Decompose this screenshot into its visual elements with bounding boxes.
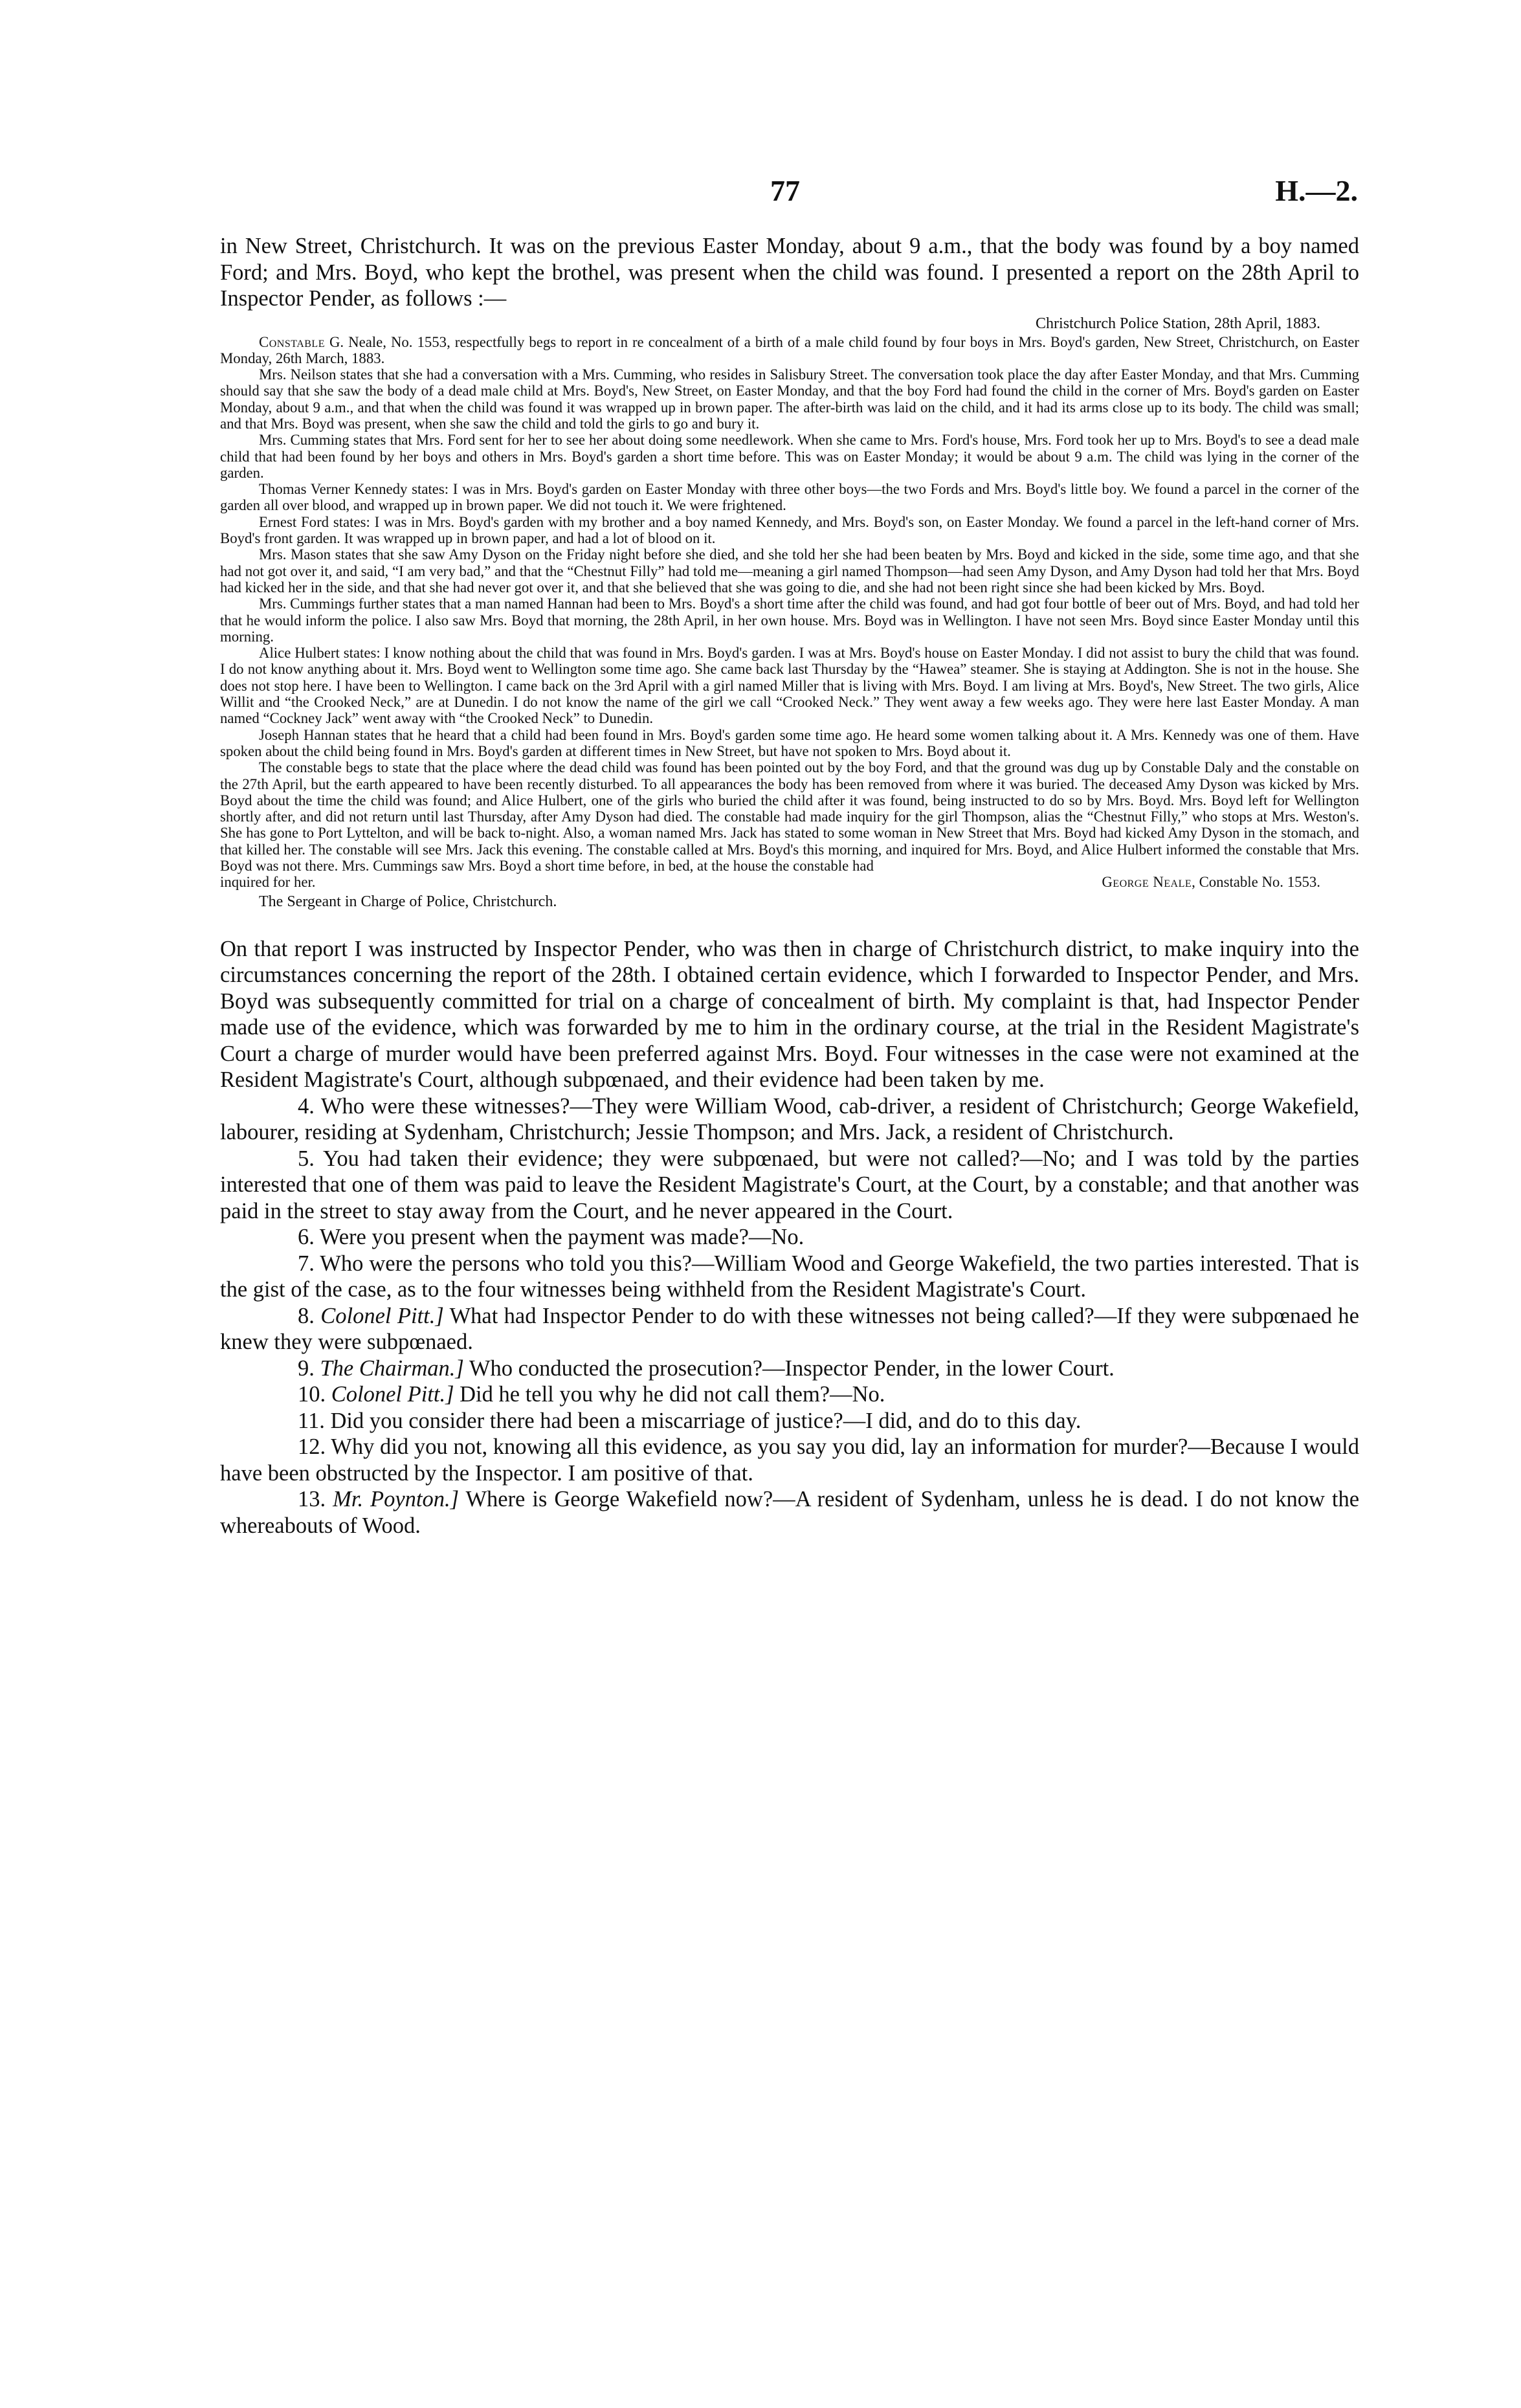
page-header: [0, 173, 1521, 212]
question-number: 10.: [298, 1382, 331, 1407]
question-item: [220, 1381, 1359, 1408]
page-body: [220, 233, 1359, 1539]
question-number: 5.: [298, 1146, 323, 1171]
report-opening-text: G. Neale, No. 1553, respectfully begs to report in re concealment of a birth of a male child found by four boys in Mrs. Boyd's garden, New Street, Christchurch, on Easter Monday, 26th March, 1883.: [220, 333, 1359, 366]
continuation-paragraph: On that report I was instructed by Inspector Pender, who was then in charge of Christchurch district, to make inquiry into the circumstances concerning the report of the 28th. I obtained certain evidence, which I forwarded to Inspector Pender, and Mrs. Boyd was subsequently committed for trial on a charge of concealment of birth. My complaint is that, had Inspector Pender made use of the evidence, which was forwarded by me to him in the ordinary course, at the trial in the Resident Magistrate's Court a charge of murder would have been preferred against Mrs. Boyd. Four witnesses in the case were not examined at the Resident Magistrate's Court, although subpœnaed, and their evidence had been taken by me.: [220, 936, 1359, 1093]
report-opening-paragraph: [220, 334, 1359, 367]
question-text: Who conducted the prosecution?—Inspector Pender, in the lower Court.: [469, 1355, 1115, 1381]
question-text: Were you present when the payment was made?—No.: [319, 1225, 805, 1250]
question-number: 4.: [298, 1093, 321, 1119]
page-number: 77: [770, 174, 800, 207]
report-paragraph: Mrs. Cumming states that Mrs. Ford sent for her to see her about doing some needlework. When she came to Mrs. Ford's house, Mrs. Ford took her up to Mrs. Boyd's to see a dead male child that had been found by her boys and others in Mrs. Boyd's garden a short time before. This was on Easter Monday; it would be about 9 a.m. The child was lying in the corner of the garden.: [220, 432, 1359, 481]
question-speaker: Colonel Pitt.]: [331, 1382, 454, 1407]
question-text: Did he tell you why he did not call them?—No.: [460, 1382, 885, 1407]
question-speaker: Colonel Pitt.]: [320, 1303, 444, 1328]
police-report: [220, 315, 1359, 911]
question-number: 9.: [298, 1355, 320, 1381]
report-paragraph: Ernest Ford states: I was in Mrs. Boyd's garden with my brother and a boy named Kennedy, and Mrs. Boyd's son, on Easter Monday. We found a parcel in the left-hand corner of Mrs. Boyd's front garden. It was wrapped up in brown paper, and had a lot of blood on it.: [220, 513, 1359, 547]
question-number: 12.: [298, 1434, 331, 1460]
signature-suffix: , Constable No. 1553.: [1192, 874, 1320, 891]
report-paragraph: The constable begs to state that the place where the dead child was found has been pointed out by the boy Ford, and that the ground was dug up by Constable Daly and the constable on the 27th April, but the earth appeared to have been recently disturbed. To all appearances the body has been removed from where it was buried. The deceased Amy Dyson was kicked by Mrs. Boyd about the time the child was found; and Alice Hulbert, one of the girls who buried the child after it was found, being instructed to do so by Mrs. Boyd. Mrs. Boyd left for Wellington shortly after, and did not return until last Thursday, after Amy Dyson had died. The constable had made inquiry for the girl Thompson, alias the “Chestnut Filly,” who stops at Mrs. Weston's. She has gone to Port Lyttelton, and will be back to-night. Also, a woman named Mrs. Jack has stated to some woman in New Street that Mrs. Boyd had kicked Amy Dyson in the stomach, and that killed her. The constable will see Mrs. Jack this evening. The constable called at Mrs. Boyd's this morning, and inquired for Mrs. Boyd, and Alice Hulbert informed the constable that Mrs. Boyd was not there. Mrs. Cummings saw Mrs. Boyd a short time before, in bed, at the house the constable had: [220, 759, 1359, 874]
report-closing-text: inquired for her.: [220, 874, 316, 891]
report-lead-word: Constable: [259, 333, 325, 350]
report-signature: [1102, 874, 1359, 890]
question-item: [220, 1408, 1359, 1434]
report-paragraph: Mrs. Mason states that she saw Amy Dyson on the Friday night before she died, and she told her she had been beaten by Mrs. Boyd and kicked in the side, some time ago, and that she had not got over it, and said, “I am very bad,” and that the “Chestnut Filly” had told me—meaning a girl named Thompson—had seen Amy Dyson, and Amy Dyson had told her that Mrs. Boyd had kicked her in the side, and that she had never got over it, and that she believed that she was going to die, and she had not been right since she had been kicked by Mrs. Boyd.: [220, 546, 1359, 596]
question-item: [220, 1093, 1359, 1146]
question-text: What had Inspector Pender to do with these witnesses not being called?—If they were subpœnaed he knew they were subpœnaed.: [220, 1303, 1359, 1355]
question-number: 7.: [298, 1251, 320, 1276]
question-number: 13.: [298, 1487, 333, 1512]
intro-paragraph: in New Street, Christchurch. It was on the previous Easter Monday, about 9 a.m., that the body was found by a boy named Ford; and Mrs. Boyd, who kept the brothel, was present when the child was found. I presented a report on the 28th April to Inspector Pender, as follows :—: [220, 234, 1359, 311]
question-text: Who were these witnesses?—They were William Wood, cab-driver, a resident of Christchurch; George Wakefield, labourer, residing at Sydenham, Christchurch; Jessie Thompson; and Mrs. Jack, a resident of Christchurch.: [220, 1093, 1359, 1145]
report-paragraph: Alice Hulbert states: I know nothing about the child that was found in Mrs. Boyd's garden. I was at Mrs. Boyd's house on Easter Monday. I did not assist to bury the child that was found. I do not know anything about it. Mrs. Boyd went to Wellington some time ago. She came back last Thursday by the “Hawea” steamer. She is staying at Addington. She is not in the house. She does not stop here. I have been to Wellington. I came back on the 3rd April with a girl named Miller that is living with Mrs. Boyd. I am living at Mrs. Boyd's, New Street. The two girls, Alice Willit and “the Crooked Neck,” are at Dunedin. I do not know the name of the girl we call “Crooked Neck.” They went away a few weeks ago. They were here last Easter Monday. A man named “Cockney Jack” went away with “the Crooked Neck” to Dunedin.: [220, 645, 1359, 727]
report-paragraphs: [220, 366, 1359, 874]
report-paragraph: Mrs. Neilson states that she had a conversation with a Mrs. Cumming, who resides in Salisbury Street. The conversation took place the day after Easter Monday, and that Mrs. Cumming should say that she saw the body of a dead male child at Mrs. Boyd's, New Street, on Easter Monday, and that the boy Ford had found the child in the corner of Mrs. Boyd's garden on Easter Monday, about 9 a.m., and that when the child was found it was wrapped up in brown paper. The after-birth was laid on the child, and it had its arms close up to its body. The child was small; and that Mrs. Boyd was present, when she saw the child and told the girls to go and bury it.: [220, 366, 1359, 432]
document-code: H.—2.: [1275, 174, 1358, 207]
report-signature-line: [220, 874, 1359, 890]
question-number: 6.: [298, 1225, 320, 1250]
report-addressee: The Sergeant in Charge of Police, Christchurch.: [259, 893, 557, 910]
question-number: 8.: [298, 1303, 321, 1328]
question-item: [220, 1486, 1359, 1539]
signature-name: George Neale: [1102, 874, 1192, 891]
question-text: Where is George Wakefield now?—A resident of Sydenham, unless he is dead. I do not know the whereabouts of Wood.: [220, 1487, 1360, 1538]
report-date-line: Christchurch Police Station, 28th April, 1883.: [1036, 315, 1320, 332]
report-paragraph: Joseph Hannan states that he heard that a child had been found in Mrs. Boyd's garden some time ago. He heard some women talking about it. A Mrs. Kennedy was one of them. Have spoken about the child being found in Mrs. Boyd's garden at different times in New Street, but have not spoken to Mrs. Boyd about it.: [220, 726, 1359, 759]
question-item: [220, 1303, 1359, 1355]
question-item: [220, 1434, 1359, 1486]
question-item: [220, 1251, 1359, 1303]
question-text: Did you consider there had been a miscarriage of justice?—I did, and do to this day.: [330, 1408, 1082, 1433]
question-list: [220, 1093, 1359, 1539]
question-item: [220, 1224, 1359, 1251]
report-paragraph: Mrs. Cummings further states that a man named Hannan had been to Mrs. Boyd's a short time after the child was found, and had got four bottle of beer out of Mrs. Boyd, and had told her that he would inform the police. I also saw Mrs. Boyd that morning, the 28th April, in her own house. Mrs. Boyd was in Wellington. I have not seen Mrs. Boyd since Easter Monday until this morning.: [220, 596, 1359, 645]
question-speaker: Mr. Poynton.]: [333, 1487, 460, 1512]
question-text: Why did you not, knowing all this evidence, as you say you did, lay an information for murder?—Because I would have been obstructed by the Inspector. I am positive of that.: [220, 1434, 1359, 1486]
question-speaker: The Chairman.]: [320, 1355, 464, 1381]
question-text: Who were the persons who told you this?—William Wood and George Wakefield, the two parties interested. That is the gist of the case, as to the four witnesses being withheld from the Resident Magistrate's Court.: [220, 1251, 1359, 1302]
question-number: 11.: [298, 1408, 331, 1433]
question-item: [220, 1355, 1359, 1382]
question-text: You had taken their evidence; they were subpœnaed, but were not called?—No; and I was told by the parties interested that one of them was paid to leave the Resident Magistrate's Court, at the Court, by a constable; and that another was paid in the street to stay away from the Court, and he never appeared in the Court.: [220, 1146, 1359, 1223]
question-item: [220, 1146, 1359, 1225]
report-paragraph: Thomas Verner Kennedy states: I was in Mrs. Boyd's garden on Easter Monday with three other boys—the two Fords and Mrs. Boyd's little boy. We found a parcel in the corner of the garden all over blood, and wrapped up in brown paper. We did not touch it. We were frightened.: [220, 481, 1359, 514]
